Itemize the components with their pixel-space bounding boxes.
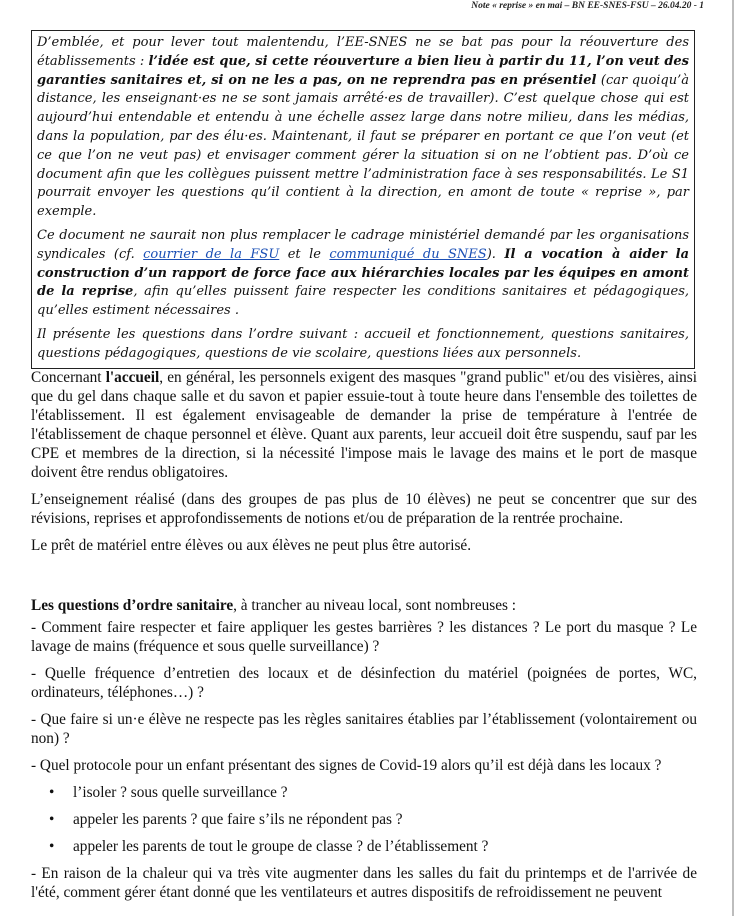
intro-box — [31, 30, 695, 369]
list-item: • l’isoler ? sous quelle surveillance ? — [73, 783, 697, 802]
sanitaire-question-4: - Quel protocole pour un enfant présentant des signes de Covid-19 alors qu’il est déjà dans les locaux ? — [31, 757, 662, 774]
list-item: • appeler les parents de tout le groupe de classe ? de l’établissement ? — [73, 837, 697, 856]
intro-emphasis-2: Il a vocation à aider la construction d’un rapport de force face aux hiérarchies locales par les équipes en amont de la reprise — [37, 246, 690, 300]
accueil-paragraph-3: Le prêt de matériel entre élèves ou aux élèves ne peut plus être autorisé. — [31, 537, 472, 554]
snes-communique-link[interactable]: communiqué du SNES — [329, 246, 487, 262]
sanitaire-question-3: - Que faire si un·e élève ne respecte pas les règles sanitaires établies par l’établissement (volontairement ou non) ? — [31, 711, 697, 747]
sanitaire-question-1: - Comment faire respecter et faire appliquer les gestes barrières ? les distances ? Le port du masque ? Le lavage de mains (fréquence et sous quelle surveillance) ? — [31, 619, 697, 655]
accueil-section — [31, 368, 697, 563]
intro-paragraph-1: D’emblée, et pour lever tout malentendu, l’EE-SNES ne se bat pas pour la réouverture des établissements : l’idée est que, si cette réouverture a bien lieu à partir du 11, l’on veut des garanties sanitaires et, si on ne les a pas, on ne reprendra pas en présentiel (car quoiqu’à distance, les enseignant·es ne se sont jamais arrêté·es de travailler). C’est quelque chose qui est aujourd’hui entendable et entendu à une échelle assez large dans notre milieu, dans les médias, dans la population, par des élu·es. Maintenant, il faut se préparer en portant ce que l’on veut (et ce que l’on ne veut pas) et envisager comment gérer la situation si on ne l’obtient pas. D’où ce document afin que les collègues puissent mettre l’administration face à ses responsabilités. Le S1 pourrait envoyer les questions qu’il contient à la direction, en amont de toute « reprise », par exemple. — [37, 35, 689, 220]
sanitaire-section — [31, 596, 697, 910]
accueil-paragraph-2: L’enseignement réalisé (dans des groupes de pas plus de 10 élèves) ne peut se concentrer que sur des révisions, reprises et approfondissements de notions et/ou de préparation de la rentrée prochaine. — [31, 491, 697, 527]
intro-paragraph-3: Il présente les questions dans l’ordre suivant : accueil et fonctionnement, questions sanitaires, questions pédagogiques, questions de vie scolaire, questions liées aux personnels. — [37, 326, 689, 361]
sanitaire-heading: Les questions d’ordre sanitaire, à trancher au niveau local, sont nombreuses : — [31, 597, 517, 614]
intro-paragraph-2: Ce document ne saurait non plus remplacer le cadrage ministériel demandé par les organisations syndicales (cf. courrier de la FSU et le communiqué du SNES). Il a vocation à aider la construction d’un rapport de force face aux hiérarchies locales par les équipes en amont de la reprise, afin qu’elles puissent faire respecter les conditions sanitaires et pédagogiques, qu’elles estiment nécessaires . — [37, 227, 690, 319]
sanitaire-question-2: - Quelle fréquence d’entretien des locaux et de désinfection du matériel (poignées de portes, WC, ordinateurs, téléphones…) ? — [31, 665, 697, 701]
covid-protocol-list — [31, 783, 697, 856]
list-item: • appeler les parents ? que faire s’ils ne répondent pas ? — [73, 810, 697, 829]
running-header: Note « reprise » en mai – BN EE-SNES-FSU – 26.04.20 - 1 — [471, 1, 704, 11]
fsu-letter-link[interactable]: courrier de la FSU — [143, 246, 280, 262]
intro-emphasis-1: l’idée est que, si cette réouverture a bien lieu à partir du 11, l’on veut des garanties sanitaires et, si on ne les a pas, on ne reprendra pas en présentiel — [37, 53, 689, 88]
accueil-paragraph-1: Concernant l'accueil, en général, les personnels exigent des masques "grand public" et/ou des visières, ainsi que du gel dans chaque salle et du savon et papier essuie-tout à toute heure dans l'ensemble des toilettes de l'établissement. Il est également envisageable de demander la prise de température à l'entrée de l'établissement de chaque personnel et élève. Quant aux parents, leur accueil doit être suspendu, sauf par les CPE et membres de la direction, si la nécessité l'impose mais le lavage des mains et le port de masque doivent être rendus obligatoires. — [31, 369, 697, 481]
accueil-keyword: l'accueil — [105, 369, 160, 386]
sanitaire-question-5: - En raison de la chaleur qui va très vite augmenter dans les salles du fait du printemps et de l'arrivée de l'été, comment gérer étant donné que les ventilateurs et autres dispositifs de refroidissement ne peuvent — [31, 865, 697, 901]
